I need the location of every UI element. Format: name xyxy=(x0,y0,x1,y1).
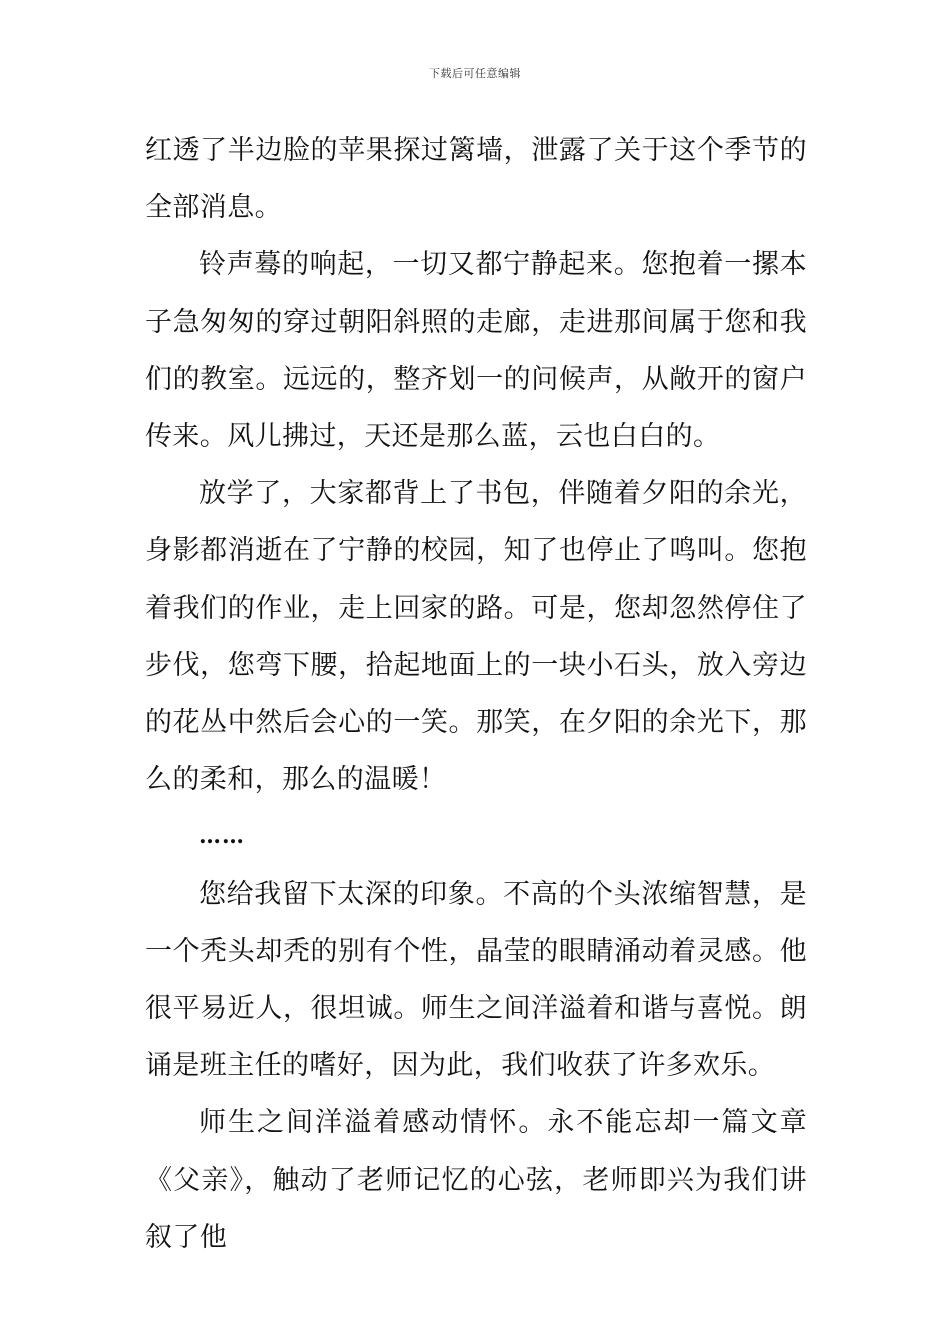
paragraph-impression: 您给我留下太深的印象。不高的个头浓缩智慧，是一个秃头却秃的别有个性，晶莹的眼睛涌动着灵感。他很平易近人，很坦诚。师生之间洋溢着和谐与喜悦。朗诵是班主任的嗜好，因为此，我们收获了许多欢乐。 xyxy=(145,878,807,1082)
page-header: 下载后可任意编辑 xyxy=(429,67,521,80)
paragraph-ellipsis: …… xyxy=(199,823,245,850)
paragraph-after-school: 放学了，大家都背上了书包，伴随着夕阳的余光，身影都消逝在了宁静的校园，知了也停止了鸣叫。您抱着我们的作业，走上回家的路。可是，您却忽然停住了步伐，您弯下腰，拾起地面上的一块小石头，放入旁边的花丛中然后会心的一笑。那笑，在夕阳的余光下，那么的柔和，那么的温暖！ xyxy=(145,478,807,796)
paragraph-bell-rings: 铃声蓦的响起，一切又都宁静起来。您抱着一摞本子急匆匆的穿过朝阳斜照的走廊，走进那间属于您和我们的教室。远远的，整齐划一的问候声，从敞开的窗户传来。风儿拂过，天还是那么蓝，云也白白的。 xyxy=(145,249,807,453)
document-body xyxy=(145,122,807,1266)
paragraph-father-article: 师生之间洋溢着感动情怀。永不能忘却一篇文章《父亲》，触动了老师记忆的心弦，老师即兴为我们讲叙了他 xyxy=(145,1107,807,1253)
paragraph-apple-fence: 红透了半边脸的苹果探过篱墙，泄露了关于这个季节的全部消息。 xyxy=(145,135,807,224)
